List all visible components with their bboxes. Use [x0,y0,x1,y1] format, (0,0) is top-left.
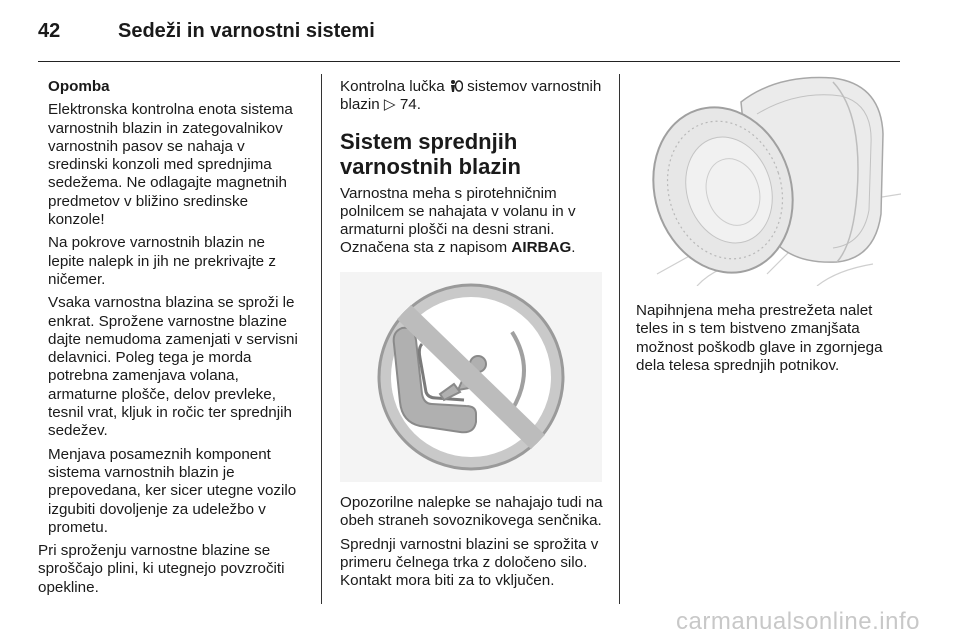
page-reference-link[interactable]: 74 [399,96,417,114]
note-paragraph: Vsaka varnostna blazina se sproži le enkrat. Sprožene varnostne blazine dajte nemudoma zamenjati v servisni delavnici. Poleg tega je morda potrebna zamenjava volana, armaturne plošče, delov prevleke, tesnil vrat, kljuk in ročic ter sprednjih sedežev. [48,294,298,440]
column-2 [340,78,604,263]
no-child-seat-warning-figure [340,272,602,482]
column-3 [636,302,904,380]
deployed-airbags-figure [637,74,901,286]
prohibition-sign-icon [379,285,563,469]
header-divider [38,61,900,62]
page-number: 42 [38,20,61,42]
column-2-lower [340,494,604,595]
note-paragraph: Menjava posameznih komponent sistema varnostnih blazin je prepovedana, ker sicer utegne vozilo izgubiti dovoljenje za udeležbo v prometu. [48,445,297,536]
note-box [38,78,304,537]
airbag-label: AIRBAG [511,239,572,257]
column-1 [38,78,304,602]
page-ref-arrow-icon: ▷ [383,96,400,114]
body-paragraph [340,185,604,258]
section-heading: Sistem sprednjih varnostnih blazin [340,128,521,179]
column-divider-1 [321,74,322,604]
text-fragment: Kontrolna lučka [340,78,449,95]
note-paragraph: Na pokrove varnostnih blazin ne lepite nalepk in jih ne prekrivajte z ničemer. [48,234,276,288]
text-fragment: Varnostna meha s pirotehničnim polnilcem se nahajata v volanu in v armaturni plošči na desni strani. Označena sta z napisom [340,184,576,257]
warning-light-reference [340,78,604,115]
note-title: Opomba [48,78,110,95]
body-paragraph: Opozorilne nalepke se nahajajo tudi na obeh straneh sovoznikovega senčnika. [340,494,603,530]
airbag-warning-light-icon [449,79,463,93]
body-paragraph: Pri sproženju varnostne blazine se sproščajo plini, ki utegnejo povzročiti opekline. [38,542,285,596]
text-fragment: . [571,239,576,257]
column-divider-2 [619,74,620,604]
watermark: carmanualsonline.info [676,608,920,635]
body-paragraph: Napihnjena meha prestrežeta nalet teles in s tem bistveno zmanjšata možnost poškodb glave in zgornjega dela telesa sprednjih potnikov. [636,302,883,374]
body-paragraph: Sprednji varnostni blazini se sprožita v primeru čelnega trka z določeno silo. Kontakt mora biti za to vključen. [340,535,599,590]
note-paragraph: Elektronska kontrolna enota sistema varnostnih blazin in zategovalnikov varnostnih pasov se nahaja v sredinski konzoli med sprednjima sedežema. Ne odlagajte magnetnih predmetov v bližino sredinske konzole! [48,101,293,229]
text-fragment: sistemov varnostnih blazin [340,78,602,114]
text-fragment: . [416,96,421,114]
page-title: Sedeži in varnostni sistemi [118,20,375,42]
